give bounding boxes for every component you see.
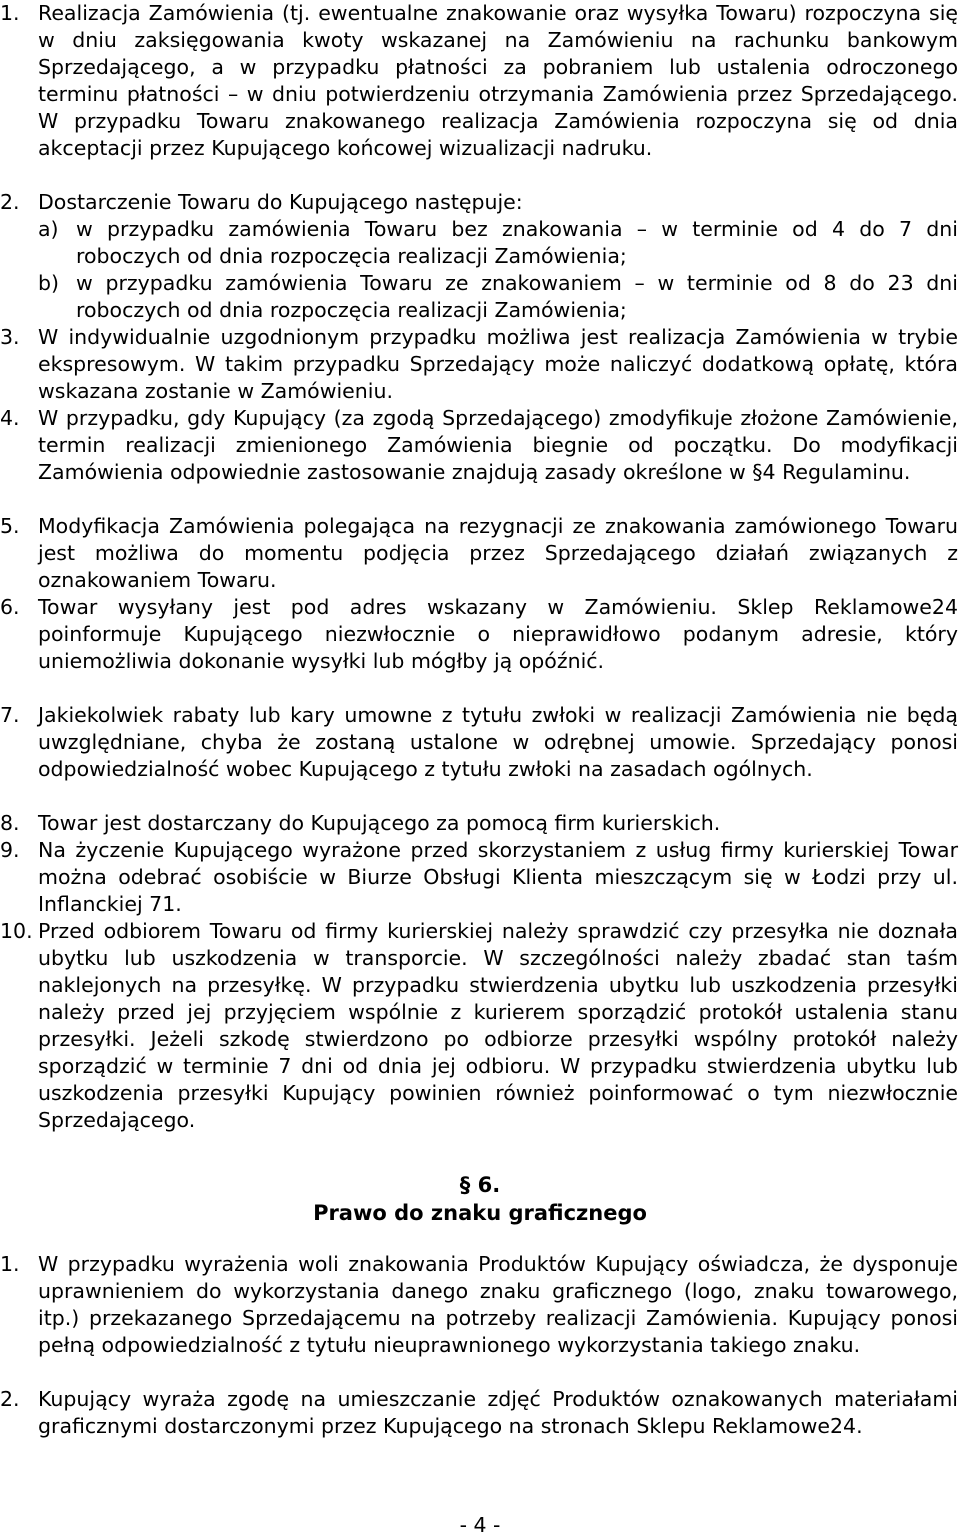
sub-item-text: w przypadku zamówienia Towaru bez znakowania – w terminie od 4 do 7 dni roboczych od dnia rozpoczęcia realizacji Zamówienia; xyxy=(76,217,958,268)
sub-item-label: a) xyxy=(38,217,59,241)
sub-item-label: b) xyxy=(38,271,60,295)
sub-item xyxy=(38,270,958,324)
item-text: Modyfikacja Zamówienia polegająca na rezygnacji ze znakowania zamówionego Towaru jest możliwa do momentu podjęcia przez Sprzedającego działań związanych z oznakowaniem Towaru. xyxy=(38,514,958,592)
item-number: 2. xyxy=(0,1387,20,1411)
item-text: W przypadku, gdy Kupujący (za zgodą Sprzedającego) zmodyfikuje złożone Zamówienie, termin realizacji zmienionego Zamówienia biegnie od początku. Do modyfikacji Zamówienia odpowiednie zastosowanie znajdują zasady określone w §4 Regulaminu. xyxy=(38,406,958,484)
list-item xyxy=(0,918,958,1134)
section-title: Prawo do znaku graficznego xyxy=(313,1201,647,1225)
item-text: W przypadku wyrażenia woli znakowania Produktów Kupujący oświadcza, że dysponuje uprawnieniem do wykorzystania danego znaku graficznego (logo, znaku towarowego, itp.) przekazanego Sprzedającemu na potrzeby realizacji Zamówienia. Kupujący ponosi pełną odpowiedzialność z tytułu nieuprawnionego wykorzystania takiego znaku. xyxy=(38,1252,958,1357)
item-number: 1. xyxy=(0,1252,20,1276)
item-number: 9. xyxy=(0,838,20,862)
item-text: Przed odbiorem Towaru od firmy kurierskiej należy sprawdzić czy przesyłka nie doznała ubytku lub uszkodzenia w transporcie. W szczególności należy zbadać stan taśm naklejonych na przesyłkę. W przypadku stwierdzenia ubytku lub uszkodzenia przesyłki należy przed jej przyjęciem wspólnie z kurierem sporządzić protokół ustalenia stanu przesyłki. Jeżeli szkodę stwierdzono po odbiorze przesyłki wspólny protokół należy sporządzić w terminie 7 dni od dnia jej odbioru. W przypadku stwierdzenia ubytku lub uszkodzenia przesyłki Kupujący powinien również poinformować o tym niezwłocznie Sprzedającego. xyxy=(38,919,958,1132)
item-number: 3. xyxy=(0,325,20,349)
list-item xyxy=(0,513,958,594)
sub-item xyxy=(38,216,958,270)
item-number: 2. xyxy=(0,190,20,214)
item-number: 5. xyxy=(0,514,20,538)
page-number: - 4 - xyxy=(459,1513,501,1537)
item-number: 7. xyxy=(0,703,20,727)
item-number: 10. xyxy=(0,919,33,943)
item-number: 4. xyxy=(0,406,20,430)
item-text: Towar jest dostarczany do Kupującego za pomocą firm kurierskich. xyxy=(38,811,721,835)
list-item xyxy=(0,1251,958,1359)
list-item xyxy=(0,594,958,675)
item-text: Jakiekolwiek rabaty lub kary umowne z tytułu zwłoki w realizacji Zamówienia nie będą uwzględniane, chyba że zostaną ustalone w odrębnej umowie. Sprzedający ponosi odpowiedzialność wobec Kupującego z tytułu zwłoki na zasadach ogólnych. xyxy=(38,703,958,781)
item-text: Dostarczenie Towaru do Kupującego następuje: xyxy=(38,190,523,214)
list-item xyxy=(0,405,958,486)
item-text: Towar wysyłany jest pod adres wskazany w Zamówieniu. Sklep Reklamowe24 poinformuje Kupującego niezwłocznie o nieprawidłowo podanym adresie, który uniemożliwia dokonanie wysyłki lub mógłby ją opóźnić. xyxy=(38,595,958,673)
item-text: W indywidualnie uzgodnionym przypadku możliwa jest realizacja Zamówienia w trybie ekspresowym. W takim przypadku Sprzedający może naliczyć dodatkową opłatę, która wskazana zostanie w Zamówieniu. xyxy=(38,325,958,403)
list-item xyxy=(0,0,958,162)
item-text: Na życzenie Kupującego wyrażone przed skorzystaniem z usług firmy kurierskiej Towar można odebrać osobiście w Biurze Obsługi Klienta mieszczącym się w Łodzi przy ul. Inflanckiej 71. xyxy=(38,838,958,916)
list-item xyxy=(0,837,958,918)
list-item xyxy=(0,189,958,324)
item-text: Realizacja Zamówienia (tj. ewentualne znakowanie oraz wysyłka Towaru) rozpoczyna się w dniu zaksięgowania kwoty wskazanej na Zamówieniu na rachunku bankowym Sprzedającego, a w przypadku płatności za pobraniem lub ustalenia odroczonego terminu płatności – w dniu potwierdzeniu otrzymania Zamówienia przez Sprzedającego. W przypadku Towaru znakowanego realizacja Zamówienia rozpoczyna się od dnia akceptacji przez Kupującego końcowej wizualizacji nadruku. xyxy=(38,1,958,160)
item-number: 1. xyxy=(0,1,20,25)
sub-item-text: w przypadku zamówienia Towaru ze znakowaniem – w terminie od 8 do 23 dni roboczych od dnia rozpoczęcia realizacji Zamówienia; xyxy=(76,271,958,322)
list-item xyxy=(0,324,958,405)
item-number: 6. xyxy=(0,595,20,619)
list-item xyxy=(0,810,958,837)
list-item xyxy=(0,702,958,783)
item-text: Kupujący wyraża zgodę na umieszczanie zdjęć Produktów oznakowanych materiałami graficznymi dostarczonymi przez Kupującego na stronach Sklepu Reklamowe24. xyxy=(38,1387,958,1438)
section-number: § 6. xyxy=(459,1173,501,1197)
list-item xyxy=(0,1386,958,1440)
item-number: 8. xyxy=(0,811,20,835)
